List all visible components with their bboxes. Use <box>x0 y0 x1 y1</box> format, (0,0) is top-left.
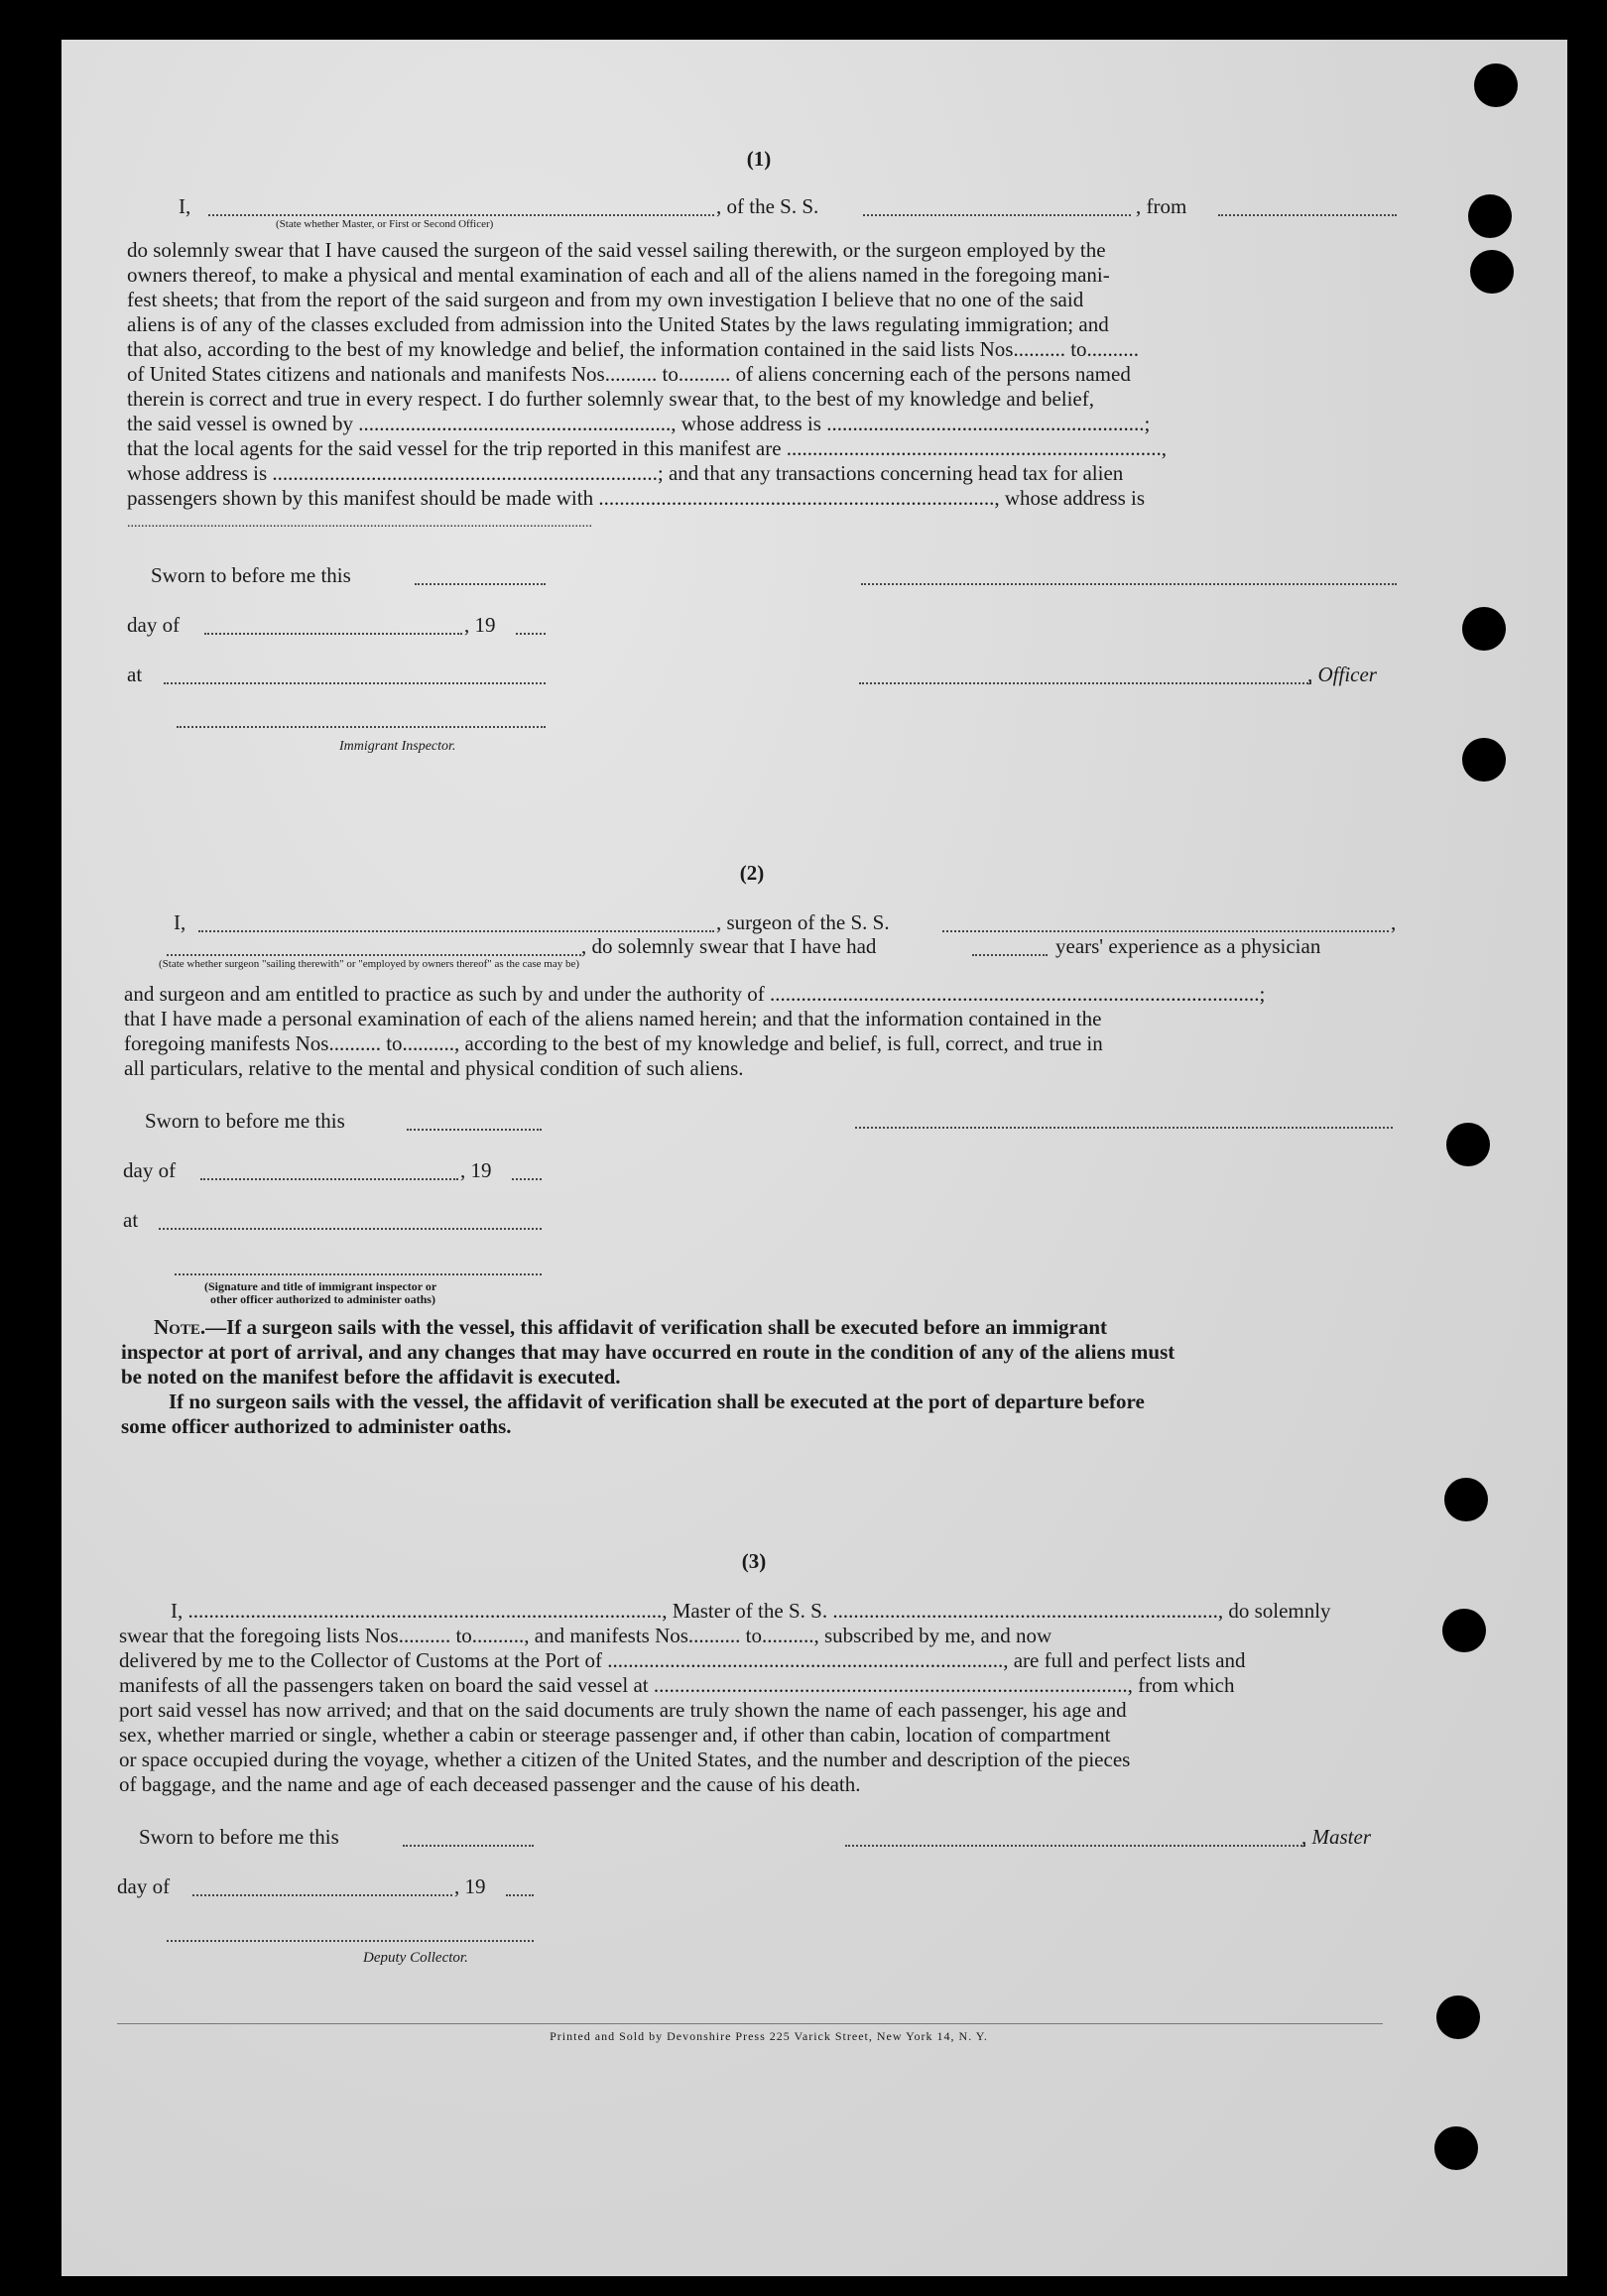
section-1-para-line: do solemnly swear that I have caused the surgeon of the said vessel sailing therewith, or the surgeon employed by the <box>127 238 1106 262</box>
section-3-year: , 19 <box>454 1874 486 1898</box>
section-1-at: at <box>127 663 143 686</box>
sig-caption-2: other officer authorized to administer oaths) <box>210 1292 435 1306</box>
punch-hole <box>1470 250 1514 294</box>
blank-month-3[interactable] <box>192 1894 452 1896</box>
sig-caption-1: (Signature and title of immigrant inspector or <box>204 1279 437 1293</box>
section-1-para-line: the said vessel is owned by ............................................................, whose address is .............................................................; <box>127 412 1151 435</box>
punch-hole <box>1442 1609 1486 1652</box>
blank-month-2[interactable] <box>200 1178 458 1180</box>
section-3-master: , Master <box>1301 1825 1371 1849</box>
blank-vessel-name[interactable] <box>863 214 1131 216</box>
section-3-sworn: Sworn to before me this <box>139 1825 339 1849</box>
section-3-para-line: manifests of all the passengers taken on board the said vessel at ..........................................................................................., from which <box>119 1673 1235 1697</box>
blank-master-signature[interactable] <box>861 583 1397 585</box>
section-2-para-line: and surgeon and am entitled to practice as such by and under the authority of ..............................................................................................; <box>124 982 1266 1006</box>
section-2-para-line: that I have made a personal examination of each of the aliens named herein; and that the information contained in the <box>124 1007 1102 1030</box>
note-line: If no surgeon sails with the vessel, the affidavit of verification shall be executed at the port of departure before <box>169 1390 1145 1413</box>
section-3-para-line: I, ..........................................................................................., Master of the S. S. .........................................................................., do solemnly <box>171 1599 1331 1623</box>
section-1-para-line: that also, according to the best of my knowledge and belief, the information contained in the said lists Nos.......... to.......... <box>127 337 1140 361</box>
punch-hole <box>1434 2126 1478 2170</box>
punch-hole <box>1462 738 1506 782</box>
section-2-I: I, <box>174 910 186 934</box>
blank-master-signature-3[interactable] <box>845 1845 1305 1847</box>
bleed-through-header <box>238 99 245 125</box>
section-1-para-line: owners thereof, to make a physical and mental examination of each and all of the aliens named in the foregoing mani- <box>127 263 1110 287</box>
blank-surgeon-name[interactable] <box>198 930 714 932</box>
section-3-para-line: port said vessel has now arrived; and that on the said documents are truly shown the name of each passenger, his age and <box>119 1698 1127 1722</box>
punch-hole <box>1462 607 1506 651</box>
section-1-para-line: fest sheets; that from the report of the said surgeon and from my own investigation I believe that no one of the said <box>127 288 1084 311</box>
blank-from-port[interactable] <box>1218 214 1397 216</box>
section-1-para-line: aliens is of any of the classes excluded from admission into the United States by the laws regulating immigration; and <box>127 312 1109 336</box>
section-3-deputy-caption: Deputy Collector. <box>363 1950 468 1966</box>
section-1-of-ss: , of the S. S. <box>716 194 819 218</box>
note-line: be noted on the manifest before the affidavit is executed. <box>121 1365 621 1389</box>
section-1-officer: , Officer <box>1307 663 1377 686</box>
note-text: —If a surgeon sails with the vessel, this affidavit of verification shall be executed before an immigrant <box>205 1315 1108 1339</box>
section-2-at: at <box>123 1208 139 1232</box>
section-3-day-of: day of <box>117 1874 171 1898</box>
section-1-para-line: therein is correct and true in every respect. I do further solemnly swear that, to the best of my knowledge and belief, <box>127 387 1094 411</box>
blank-year-2[interactable] <box>512 1178 542 1180</box>
note-line: some officer authorized to administer oaths. <box>121 1414 512 1438</box>
section-3-para-line: swear that the foregoing lists Nos.......... to.........., and manifests Nos.......... to.........., subscribed by me, and now <box>119 1624 1052 1647</box>
section-1-sworn: Sworn to before me this <box>151 563 351 587</box>
section-1-I: I, <box>179 194 191 218</box>
blank-surgeon-status[interactable] <box>167 954 581 956</box>
section-2-number: (2) <box>739 861 765 885</box>
section-3-para-line: sex, whether married or single, whether a cabin or steerage passenger and, if other than cabin, location of compartment <box>119 1723 1111 1747</box>
blank-year-3[interactable] <box>506 1894 534 1896</box>
note-line-1 <box>154 1315 1107 1340</box>
section-1-para-line: passengers shown by this manifest should be made with ............................................................................, whose address is <box>127 486 1145 510</box>
section-1-inspector-caption: Immigrant Inspector. <box>339 739 456 754</box>
section-2-para-line: all particulars, relative to the mental and physical condition of such aliens. <box>124 1056 744 1080</box>
section-2-sworn: Sworn to before me this <box>145 1109 345 1133</box>
section-2-swear: , do solemnly swear that I have had <box>581 934 877 958</box>
note-label: Note. <box>154 1315 206 1339</box>
blank-place[interactable] <box>164 682 546 684</box>
section-1-para-line: ...................................................................................................................................... <box>127 516 592 531</box>
section-1-year: , 19 <box>464 613 496 637</box>
section-1-para-line: whose address is ..........................................................................; and that any transactions concerning head tax for alien <box>127 461 1124 485</box>
footer-rule <box>117 2023 1383 2024</box>
punch-hole <box>1446 1123 1490 1166</box>
section-1-number: (1) <box>746 147 772 171</box>
blank-officer-signature[interactable] <box>859 682 1311 684</box>
section-3-para-line: or space occupied during the voyage, whether a citizen of the United States, and the number and description of the pieces <box>119 1748 1131 1771</box>
blank-inspector-signature[interactable] <box>177 726 546 728</box>
blank-year[interactable] <box>516 633 546 635</box>
punch-hole <box>1474 63 1518 107</box>
blank-sworn-day-2[interactable] <box>407 1129 542 1131</box>
blank-deputy-signature[interactable] <box>167 1940 534 1942</box>
section-2-years: years' experience as a physician <box>1055 934 1321 958</box>
section-1-para-line: of United States citizens and nationals and manifests Nos.......... to.......... of aliens concerning each of the persons named <box>127 362 1131 386</box>
punch-hole <box>1444 1478 1488 1521</box>
section-2-day-of: day of <box>123 1158 177 1182</box>
printer-imprint: Printed and Sold by Devonshire Press 225 Varick Street, New York 14, N. Y. <box>550 2029 988 2043</box>
blank-sworn-day[interactable] <box>415 583 546 585</box>
section-3-number: (3) <box>741 1549 767 1573</box>
blank-place-2[interactable] <box>159 1228 542 1230</box>
blank-surgeon-signature[interactable] <box>855 1127 1393 1129</box>
section-2-comma: , <box>1391 910 1397 934</box>
note-line: inspector at port of arrival, and any changes that may have occurred en route in the condition of any of the aliens must <box>121 1340 1175 1364</box>
caption-officer: (State whether Master, or First or Second Officer) <box>276 218 494 230</box>
section-1-from: , from <box>1136 194 1187 218</box>
section-1-day-of: day of <box>127 613 181 637</box>
section-2-surgeon-of: , surgeon of the S. S. <box>716 910 890 934</box>
section-3-para-line: delivered by me to the Collector of Customs at the Port of ............................................................................, are full and perfect lists and <box>119 1648 1246 1672</box>
blank-vessel-name-2[interactable] <box>942 930 1389 932</box>
section-2-para-line: foregoing manifests Nos.......... to.........., according to the best of my knowledge and belief, is full, correct, and true in <box>124 1031 1103 1055</box>
blank-month[interactable] <box>204 633 462 635</box>
section-2-year: , 19 <box>460 1158 492 1182</box>
blank-years[interactable] <box>972 954 1048 956</box>
blank-officer-name[interactable] <box>208 214 714 216</box>
section-3-para-line: of baggage, and the name and age of each deceased passenger and the cause of his death. <box>119 1772 861 1796</box>
blank-sworn-day-3[interactable] <box>403 1845 534 1847</box>
section-1-para-line: that the local agents for the said vessel for the trip reported in this manifest are ........................................................................, <box>127 436 1168 460</box>
caption-surgeon: (State whether surgeon "sailing therewith" or "employed by owners thereof" as the case may be) <box>159 958 580 970</box>
blank-inspector-signature-2[interactable] <box>175 1273 542 1275</box>
punch-hole <box>1468 194 1512 238</box>
